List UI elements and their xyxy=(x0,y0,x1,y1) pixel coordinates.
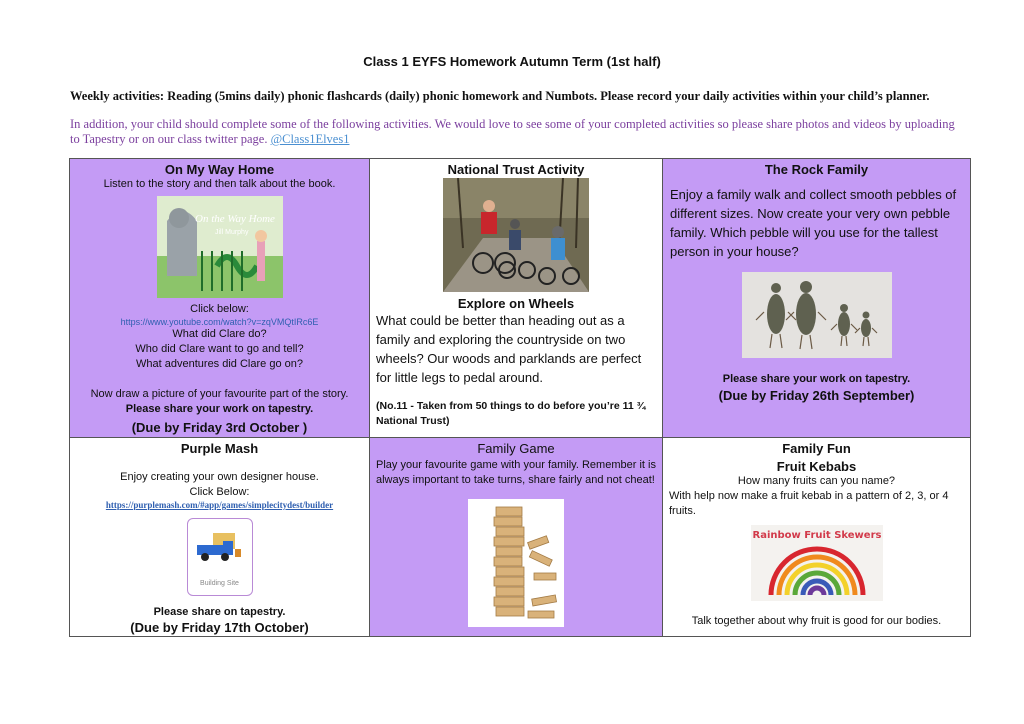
activity-description: Enjoy creating your own designer house. xyxy=(120,471,319,483)
construction-truck-icon xyxy=(195,527,245,567)
jenga-tower-image xyxy=(468,499,564,627)
cell-title: On My Way Home xyxy=(164,162,275,177)
cell-family-game xyxy=(370,438,663,637)
due-date: (Due by Friday 26th September) xyxy=(718,388,915,403)
activity-subtitle: Explore on Wheels xyxy=(457,296,575,311)
cell-on-my-way-home xyxy=(70,159,370,438)
cell-title: The Rock Family xyxy=(764,162,869,177)
activity-description: Enjoy a family walk and collect smooth pebbles of different sizes. Now create your very own pebble family. Which pebble will you use for the tallest person in your house? xyxy=(670,187,957,259)
due-date: (Due by Friday 17th October) xyxy=(130,620,309,635)
cell-national-trust xyxy=(370,159,663,438)
fruit-skewers-image xyxy=(751,525,883,601)
cell-title: National Trust Activity xyxy=(447,162,585,177)
cover-title: On the Way Home xyxy=(194,213,275,225)
cycling-family-photo xyxy=(443,178,589,292)
app-icon-label: Building Site xyxy=(200,580,239,587)
activity-subtitle: Fruit Kebabs xyxy=(776,459,857,474)
talk-prompt: Talk together about why fruit is good for our bodies. xyxy=(691,615,942,627)
page-title: Class 1 EYFS Homework Autumn Term (1st half) xyxy=(363,54,661,69)
listen-text: Listen to the story and then talk about the book. xyxy=(103,178,336,190)
homework-grid xyxy=(69,158,971,637)
cell-title: Purple Mash xyxy=(180,441,259,456)
question-3: What adventures did Clare go on? xyxy=(136,358,303,370)
youtube-link[interactable]: https://www.youtube.com/watch?v=zqVMQtIRc6E xyxy=(120,317,319,327)
twitter-handle-link[interactable]: @Class1Elves1 xyxy=(270,132,350,146)
draw-instruction: Now draw a picture of your favourite part of the story. xyxy=(90,388,349,400)
purple-mash-link[interactable]: https://purplemash.com/#app/games/simplecitydest/builder xyxy=(105,500,334,510)
skewers-banner-text: Rainbow Fruit Skewers xyxy=(752,530,881,541)
intro-text xyxy=(70,117,960,147)
building-site-app-icon[interactable] xyxy=(187,518,253,596)
cell-family-fun xyxy=(663,438,971,637)
source-note: (No.11 - Taken from 50 things to do before you’re 11 ¾ National Trust) xyxy=(376,400,646,427)
due-date: (Due by Friday 3rd October ) xyxy=(131,420,308,435)
pebble-family-image xyxy=(742,272,892,358)
cell-purple-mash xyxy=(70,438,370,637)
share-note: Please share on tapestry. xyxy=(153,606,286,618)
weekly-activities: Weekly activities: Reading (5mins daily) phonic flashcards (daily) phonic homework and Numbots. Please record your daily activities within your child’s planner. xyxy=(70,89,930,103)
click-below-label: Click below: xyxy=(190,303,249,315)
book-cover-image xyxy=(157,196,283,298)
click-below-label: Click Below: xyxy=(189,486,250,498)
activity-description: With help now make a fruit kebab in a pattern of 2, 3, or 4 fruits. xyxy=(669,490,949,517)
cell-rock-family xyxy=(663,159,971,438)
share-note: Please share your work on tapestry. xyxy=(722,373,911,385)
intro-body: In addition, your child should complete some of the following activities. We would love to see some of your completed activities so please share photos and videos by uploading to Tapestry or on our class twitter page. xyxy=(70,117,955,146)
share-note: Please share your work on tapestry. xyxy=(125,403,314,415)
cell-title: Family Game xyxy=(477,441,555,456)
activity-description: What could be better than heading out as a family and exploring the countryside on two wheels? Our woods and parklands are perfect for little legs to pedal around. xyxy=(376,313,642,385)
cell-title: Family Fun xyxy=(782,441,851,456)
question-2: Who did Clare want to go and tell? xyxy=(135,343,304,355)
activity-description: Play your favourite game with your family. Remember it is always important to take turns, share fairly and not cheat! xyxy=(376,459,656,486)
cover-author: Jill Murphy xyxy=(214,229,248,236)
question-text: How many fruits can you name? xyxy=(737,475,896,487)
question-1: What did Clare do? xyxy=(172,328,267,340)
